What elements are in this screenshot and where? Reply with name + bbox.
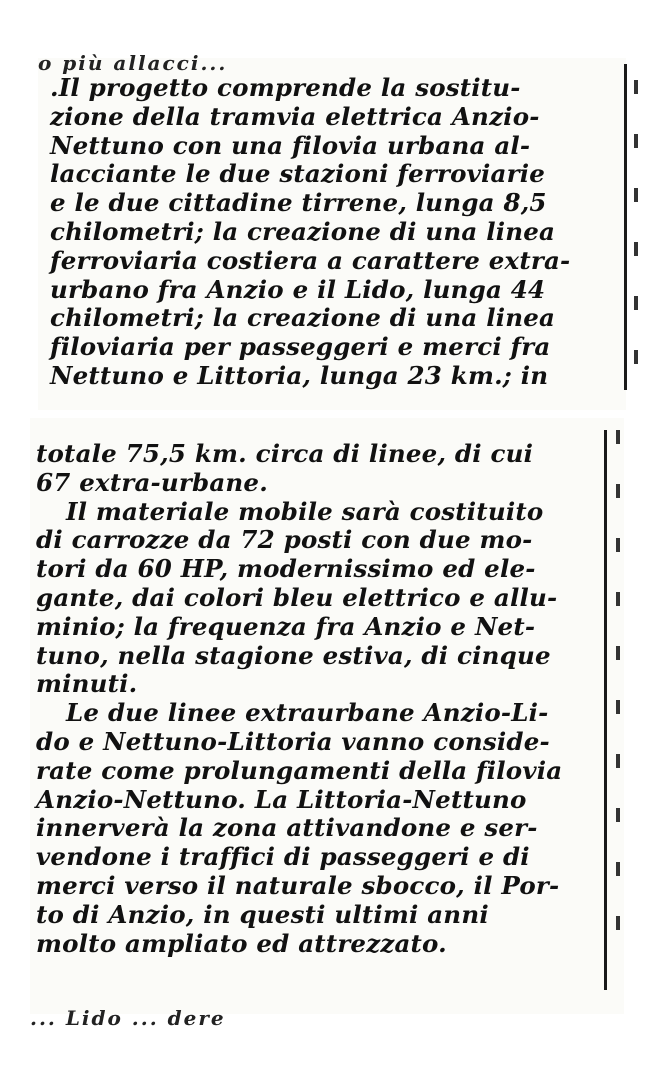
newspaper-clipping-bottom	[30, 418, 624, 1030]
article-text-bottom	[36, 440, 608, 958]
text-line: tori da 60 HP, modernissimo ed ele-	[36, 554, 536, 584]
paragraph-extraurban-lines	[36, 699, 608, 958]
torn-edge-text-bottom: ... Lido ... dere	[30, 1006, 226, 1030]
text-line: molto ampliato ed attrezzato.	[36, 928, 447, 958]
text-line: tuno, nella stagione estiva, di cinque	[36, 640, 551, 670]
text-line: .Il progetto comprende la sostitu-	[50, 73, 521, 102]
text-line: Anzio-Nettuno. La Littoria-Nettuno	[36, 784, 527, 814]
text-line: Nettuno con una filovia urbana al-	[50, 130, 531, 160]
paragraph-project-continued	[36, 440, 608, 498]
text-line: 67 extra-urbane.	[36, 467, 268, 497]
text-line: gante, dai colori bleu elettrico e allu-	[36, 582, 558, 612]
column-rule-bottom	[604, 430, 607, 990]
text-line: to di Anzio, in questi ultimi anni	[36, 899, 489, 929]
text-line: Le due linee extraurbane Anzio-Li-	[66, 698, 549, 728]
text-line: ferroviaria costiera a carattere extra-	[50, 245, 571, 275]
text-line: rate come prolungamenti della filovia	[36, 755, 563, 785]
text-line: chilometri; la creazione di una linea	[50, 303, 556, 333]
text-line: lacciante le due stazioni ferroviarie	[50, 159, 546, 189]
text-line: totale 75,5 km. circa di linee, di cui	[36, 439, 534, 468]
paragraph-rolling-stock	[36, 498, 608, 700]
text-line: merci verso il naturale sbocco, il Por-	[36, 870, 560, 900]
text-line: Nettuno e Littoria, lunga 23 km.; in	[50, 360, 549, 390]
text-line: innerverà la zona attivandone e ser-	[36, 813, 538, 843]
adjacent-column-fragments-bottom	[616, 430, 630, 970]
paragraph-project	[50, 74, 622, 391]
text-line: di carrozze da 72 posti con due mo-	[36, 525, 533, 555]
newspaper-clipping-top	[38, 51, 626, 410]
torn-edge-text-top: o più allacci...	[38, 51, 228, 75]
adjacent-column-fragments-top	[634, 80, 648, 404]
text-line: urbano fra Anzio e il Lido, lunga 44	[50, 274, 546, 304]
column-rule-top	[624, 64, 627, 390]
text-line: chilometri; la creazione di una linea	[50, 216, 556, 246]
text-line: minio; la frequenza fra Anzio e Net-	[36, 611, 536, 641]
text-line: e le due cittadine tirrene, lunga 8,5	[50, 188, 547, 218]
text-line: minuti.	[36, 669, 138, 699]
text-line: vendone i traffici di passeggeri e di	[36, 842, 530, 872]
text-line: do e Nettuno-Littoria vanno conside-	[36, 726, 550, 756]
text-line: Il materiale mobile sarà costituito	[66, 496, 544, 526]
article-text-top	[50, 74, 622, 391]
text-line: filoviaria per passeggeri e merci fra	[50, 332, 551, 362]
text-line: zione della tramvia elettrica Anzio-	[50, 101, 540, 131]
